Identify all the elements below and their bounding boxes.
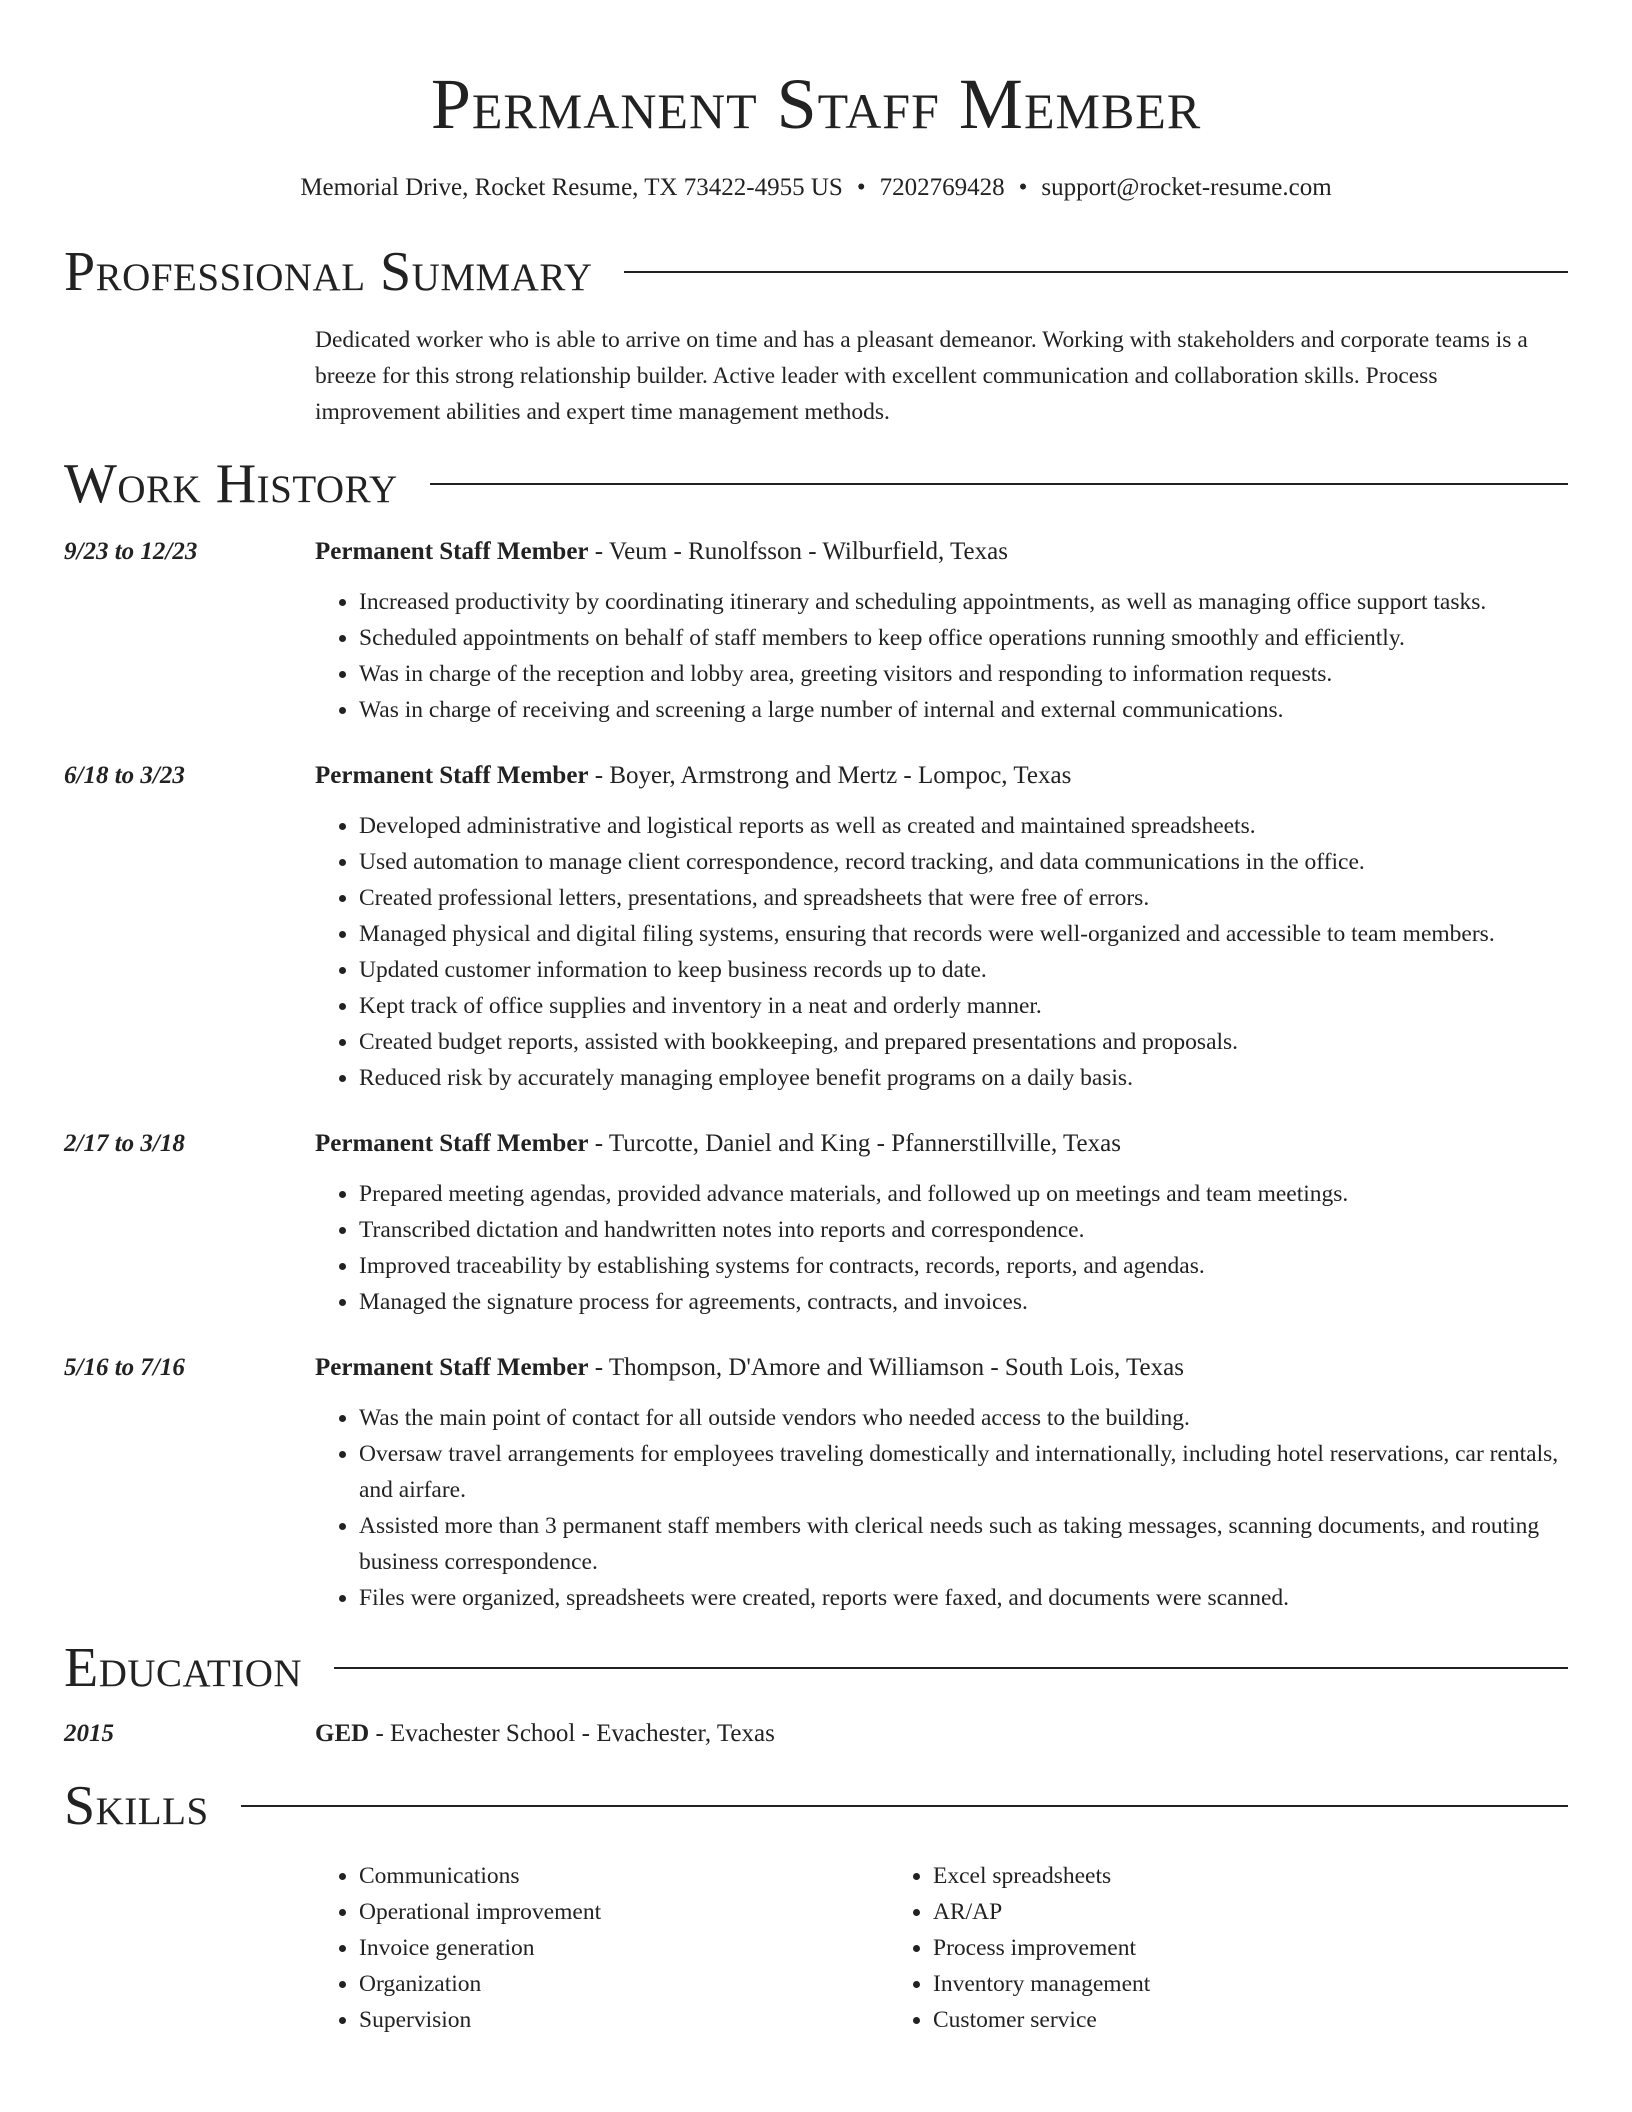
skill-item: • Customer service bbox=[933, 2002, 1463, 2038]
skills-heading: Skills bbox=[64, 1775, 209, 1837]
education-entry bbox=[64, 1716, 1568, 1752]
job-duty: • Was in charge of the reception and lobby area, greeting visitors and responding to information requests. bbox=[359, 656, 1568, 692]
job-duty: • Oversaw travel arrangements for employees traveling domestically and internationally, including hotel reservations, car rentals, and airfare. bbox=[359, 1436, 1568, 1508]
job-duty: • Kept track of office supplies and inventory in a neat and orderly manner. bbox=[359, 988, 1568, 1024]
work-history-list bbox=[64, 534, 1568, 1616]
contact-separator: • bbox=[1018, 174, 1028, 201]
summary-text: Dedicated worker who is able to arrive on time and has a pleasant demeanor. Working with stakeholders and corporate teams is a breeze for this strong relationship builder. Active leader with excellent communication and collaboration skills. Process improvement abilities and expert time management methods. bbox=[315, 327, 1528, 425]
job-title-line bbox=[315, 534, 1568, 570]
section-divider bbox=[241, 1805, 1568, 1807]
job-duty: • Was the main point of contact for all outside vendors who needed access to the building. bbox=[359, 1400, 1568, 1436]
skill-item: • Inventory management bbox=[933, 1966, 1463, 2002]
job-entry bbox=[64, 758, 1568, 1096]
job-duties bbox=[315, 584, 1568, 728]
job-title: Permanent Staff Member bbox=[315, 1354, 589, 1381]
job-duty: • Used automation to manage client correspondence, record tracking, and data communications in the office. bbox=[359, 844, 1568, 880]
section-divider bbox=[430, 483, 1568, 485]
candidate-name: Permanent Staff Member bbox=[430, 64, 1202, 144]
job-duty: • Reduced risk by accurately managing employee benefit programs on a daily basis. bbox=[359, 1060, 1568, 1096]
job-date: 5/16 to 7/16 bbox=[64, 1354, 185, 1381]
skills-column-right bbox=[889, 1858, 1463, 2038]
skill-item: • Invoice generation bbox=[359, 1930, 889, 1966]
job-duty: • Scheduled appointments on behalf of staff members to keep office operations running smoothly and efficiently. bbox=[359, 620, 1568, 656]
job-employer: - Boyer, Armstrong and Mertz - Lompoc, Texas bbox=[588, 762, 1072, 789]
resume-page bbox=[64, 0, 1568, 2038]
education-line bbox=[315, 1716, 1568, 1752]
job-duties bbox=[315, 1176, 1568, 1320]
job-entry bbox=[64, 1350, 1568, 1616]
education-section-header bbox=[64, 1636, 1568, 1700]
job-title-line bbox=[315, 1126, 1568, 1162]
job-entry bbox=[64, 1126, 1568, 1320]
job-employer: - Thompson, D'Amore and Williamson - South Lois, Texas bbox=[588, 1354, 1184, 1381]
contact-email: support@rocket-resume.com bbox=[1041, 174, 1332, 201]
skills-section-header bbox=[64, 1774, 1568, 1838]
contact-line bbox=[64, 170, 1568, 206]
skill-item: • Supervision bbox=[359, 2002, 889, 2038]
contact-phone: 7202769428 bbox=[879, 174, 1005, 201]
job-duty: • Created professional letters, presentations, and spreadsheets that were free of errors. bbox=[359, 880, 1568, 916]
skill-item: • Communications bbox=[359, 1858, 889, 1894]
job-duty: • Developed administrative and logistical reports as well as created and maintained spreadsheets. bbox=[359, 808, 1568, 844]
skill-item: • Organization bbox=[359, 1966, 889, 2002]
job-title: Permanent Staff Member bbox=[315, 538, 589, 565]
job-duty: • Updated customer information to keep business records up to date. bbox=[359, 952, 1568, 988]
education-date: 2015 bbox=[64, 1720, 114, 1747]
job-title-line bbox=[315, 1350, 1568, 1386]
job-duty: • Assisted more than 3 permanent staff members with clerical needs such as taking messages, scanning documents, and routing business correspondence. bbox=[359, 1508, 1568, 1580]
contact-separator: • bbox=[856, 174, 866, 201]
education-degree: GED bbox=[315, 1720, 370, 1747]
work-heading: Work History bbox=[64, 453, 398, 515]
job-duty: • Improved traceability by establishing systems for contracts, records, reports, and agendas. bbox=[359, 1248, 1568, 1284]
skill-item: • Operational improvement bbox=[359, 1894, 889, 1930]
job-title: Permanent Staff Member bbox=[315, 1130, 589, 1157]
job-duty: • Prepared meeting agendas, provided advance materials, and followed up on meetings and team meetings. bbox=[359, 1176, 1568, 1212]
skill-item: • AR/AP bbox=[933, 1894, 1463, 1930]
job-entry bbox=[64, 534, 1568, 728]
job-title: Permanent Staff Member bbox=[315, 762, 589, 789]
job-duty: • Created budget reports, assisted with bookkeeping, and prepared presentations and proposals. bbox=[359, 1024, 1568, 1060]
job-duty: • Managed physical and digital filing systems, ensuring that records were well-organized and accessible to team members. bbox=[359, 916, 1568, 952]
summary-heading: Professional Summary bbox=[64, 241, 593, 303]
job-duty: • Increased productivity by coordinating itinerary and scheduling appointments, as well as managing office support tasks. bbox=[359, 584, 1568, 620]
skill-item: • Process improvement bbox=[933, 1930, 1463, 1966]
job-duty: • Files were organized, spreadsheets were created, reports were faxed, and documents were scanned. bbox=[359, 1580, 1568, 1616]
contact-address: Memorial Drive, Rocket Resume, TX 73422-4955 US bbox=[300, 174, 843, 201]
job-employer: - Turcotte, Daniel and King - Pfannerstillville, Texas bbox=[588, 1130, 1121, 1157]
job-duties bbox=[315, 808, 1568, 1096]
skill-item: • Excel spreadsheets bbox=[933, 1858, 1463, 1894]
job-duty: • Was in charge of receiving and screening a large number of internal and external communications. bbox=[359, 692, 1568, 728]
skills-list bbox=[315, 1858, 1568, 2038]
work-section-header bbox=[64, 452, 1568, 516]
job-employer: - Veum - Runolfsson - Wilburfield, Texas bbox=[588, 538, 1008, 565]
job-date: 9/23 to 12/23 bbox=[64, 538, 198, 565]
job-title-line bbox=[315, 758, 1568, 794]
skills-column-left bbox=[315, 1858, 889, 2038]
job-date: 6/18 to 3/23 bbox=[64, 762, 185, 789]
job-duty: • Managed the signature process for agreements, contracts, and invoices. bbox=[359, 1284, 1568, 1320]
summary-section-header bbox=[64, 240, 1568, 304]
section-divider bbox=[334, 1667, 1568, 1669]
section-divider bbox=[624, 271, 1568, 273]
job-duties bbox=[315, 1400, 1568, 1616]
education-heading: Education bbox=[64, 1637, 303, 1699]
job-date: 2/17 to 3/18 bbox=[64, 1130, 185, 1157]
education-school: - Evachester School - Evachester, Texas bbox=[369, 1720, 775, 1747]
job-duty: • Transcribed dictation and handwritten notes into reports and correspondence. bbox=[359, 1212, 1568, 1248]
